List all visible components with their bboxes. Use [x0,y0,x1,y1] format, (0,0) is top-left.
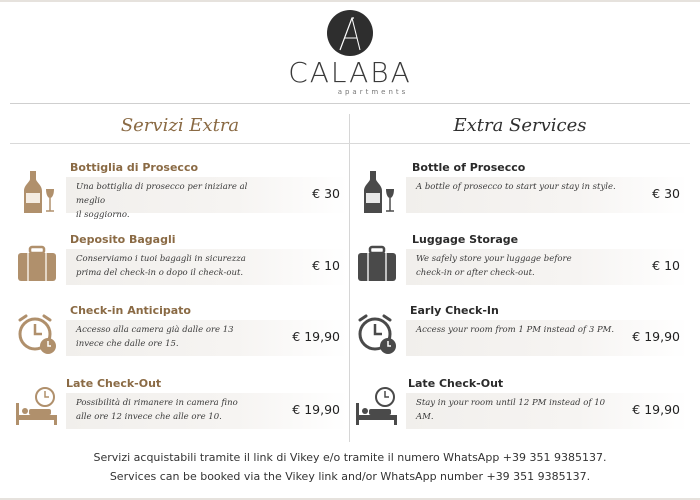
service-name: Bottiglia di Prosecco [70,161,199,174]
title-underline [350,143,690,144]
service-early-checkin [10,304,350,368]
service-price: € 19,90 [632,329,680,344]
service-band [406,249,688,285]
service-name: Early Check-In [410,304,499,317]
description-line: il soggiorno. [76,210,130,220]
late-checkout-bed-icon [12,385,62,431]
brand-tagline: apartments [337,88,409,96]
service-price: € 10 [652,258,680,273]
description-line: Possibilità di rimanere in camera fino [76,398,238,408]
service-description [416,180,616,194]
description-line: Conserviamo i tuoi bagagli in sicurezza [76,254,246,264]
service-early-checkin [350,304,690,368]
logo-a-icon [327,10,373,56]
service-band [406,320,688,356]
description-line: alle ore 12 invece che alle ore 10. [76,412,222,422]
prosecco-bottle-icon [12,169,62,215]
service-band [66,177,348,220]
service-description [416,396,616,424]
service-late-checkout [350,377,690,441]
prosecco-bottle-icon [352,169,402,215]
service-price: € 19,90 [632,402,680,417]
brand-logo [0,10,700,96]
service-description [76,252,276,280]
service-price: € 10 [312,258,340,273]
service-price: € 19,90 [292,402,340,417]
footer-english: Services can be booked via the Vikey link and/or WhatsApp number +39 351 9385137. [109,470,591,483]
column-title: Extra Services [453,115,587,136]
brand-name: CALABA [288,56,412,89]
description-line: Access your room from 1 PM instead of 3 PM. [416,325,615,335]
service-name: Late Check-Out [66,377,162,390]
service-prosecco [10,161,350,225]
service-price: € 30 [312,186,340,201]
description-line: Stay in your room until 12 PM instead of 10 AM. [416,398,606,422]
service-name: Bottle of Prosecco [412,161,526,174]
footer-italian: Servizi acquistabili tramite il link di Vikey e/o tramite il numero WhatsApp +39 351 9385137. [93,451,607,464]
service-late-checkout [10,377,350,441]
service-band [66,320,348,356]
service-band [66,393,348,429]
title-underline [10,143,350,144]
service-description [76,323,276,351]
late-checkout-bed-icon [352,385,402,431]
service-price: € 30 [652,186,680,201]
description-line: prima del check-in o dopo il check-out. [76,268,244,278]
column-italian [10,113,350,422]
service-luggage [350,233,690,297]
service-price: € 19,90 [292,329,340,344]
luggage-icon [12,241,62,287]
service-description [76,396,276,424]
early-checkin-clock-icon [12,312,62,358]
description-line: check-in or after check-out. [416,268,535,278]
luggage-icon [352,241,402,287]
description-line: We safely store your luggage before [416,254,572,264]
description-line: Accesso alla camera già dalle ore 13 [76,325,234,335]
logo-mark [327,10,373,56]
description-line: invece che dalle ore 15. [76,339,179,349]
service-band [406,393,688,429]
service-description [416,252,616,280]
service-band [66,249,348,285]
description-line: A bottle of prosecco to start your stay in style. [416,182,616,192]
service-band [406,177,688,213]
service-name: Check-in Anticipato [70,304,191,317]
service-name: Luggage Storage [412,233,519,246]
early-checkin-clock-icon [352,312,402,358]
service-name: Deposito Bagagli [70,233,176,246]
column-title: Servizi Extra [120,115,240,136]
header-divider [10,103,690,104]
service-prosecco [350,161,690,225]
description-line: Una bottiglia di prosecco per iniziare al meglio [76,182,248,206]
column-english [350,113,690,422]
service-name: Late Check-Out [408,377,504,390]
service-luggage [10,233,350,297]
service-description [76,180,276,222]
service-description [416,323,616,337]
